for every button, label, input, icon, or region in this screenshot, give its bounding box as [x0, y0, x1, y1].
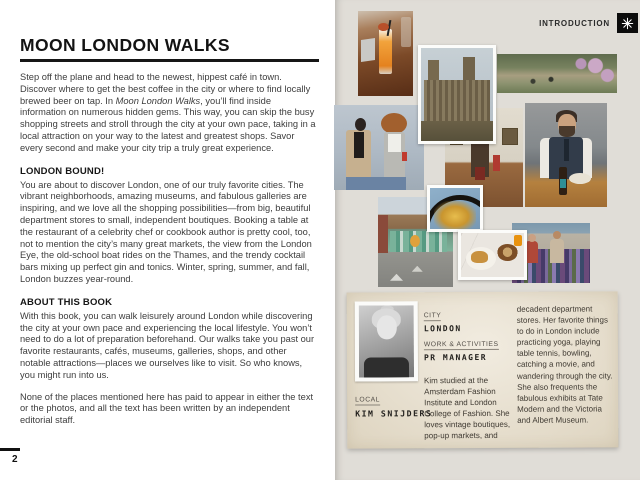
card-right-column: [517, 303, 618, 425]
bio-column-1: Kim studied at the Amsterdam Fashion Institute and London College of Fashion. She loves vintage boutiques, pop-up markets, and: [424, 375, 511, 441]
work-activities-label: WORK & ACTIVITIES: [423, 340, 499, 349]
card-middle-column: [424, 304, 517, 442]
city-label: CITY: [423, 312, 442, 320]
section-heading-about-this-book: ABOUT THIS BOOK: [20, 296, 113, 308]
bartender-photo: [525, 103, 607, 207]
portrait-photo: [355, 301, 418, 381]
local-label: LOCAL: [355, 396, 380, 404]
page-title: MOON LONDON WALKS: [20, 35, 230, 55]
work-activities-value: PR MANAGER: [423, 352, 488, 363]
section-heading-london-bound: LONDON BOUND!: [20, 165, 105, 177]
book-title-italic: Moon London Walks: [115, 95, 201, 106]
section-body-london-bound: You are about to discover London, one of our truly favorite cities. The vibrant neighborhoods, amazing museums, and fabulous galleries are inspiring, and we love all the shopping possibilities—from big, beautiful department stores to small, independent boutiques. Booking a table at the restaurant of a celebrity chef or cookbook author is pretty cool, too, not to mention the city’s many great markets, the view from the London Eye, the old-school boat rides on the Thames, and the trendy cocktail bars mixing up perfect gin and tonics. Winter, spring, summer, and fall, London buzzes year-round.: [20, 179, 312, 284]
title-rule: [20, 59, 319, 62]
page-number: 2: [12, 454, 18, 465]
disclaimer-paragraph: None of the places mentioned here has paid to appear in either the text or the photos, and all the text has been written by an independent editorial staff.: [20, 391, 314, 426]
local-block: [355, 388, 432, 418]
starburst-icon: [617, 13, 638, 33]
bio-column-2: decadent department stores. Her favorite things to do in London include practicing yoga, playing table tennis, bowling, catching a movie, and wandering through the city. She also frequents the fabulous exhibits at Tate Modern and the Victoria and Albert Museum.: [516, 304, 613, 425]
gold-gate-photo: [427, 185, 483, 232]
local-name: KIM SNIJDERS: [355, 408, 433, 419]
coffee-photo: [458, 230, 527, 280]
cocktail-glass: [379, 29, 392, 74]
section-body-about-this-book: With this book, you can walk leisurely around London while discovering the city at your own pace and experiencing the local lifestyle. You won’t need to do a lot of preparation beforehand. Our walks take you past our favorite restaurants, cafés, museums, galleries, shops, and other notable attractions—places we ourselves like to visit. So who knows, you might run into us.: [20, 310, 315, 380]
intro-text-before: Step off the plane and head to the newest, hippest café in town. Discover where to get the best coffee in the city or where to find locally brewed beer on tap. In: [20, 72, 311, 106]
local-profile-card: [347, 291, 619, 448]
right-page: [335, 0, 640, 480]
intro-paragraph: [20, 72, 319, 155]
park-photo: [497, 54, 617, 93]
westminster-photo: [418, 45, 496, 144]
running-head-label: INTRODUCTION: [539, 18, 610, 28]
women-photo: [334, 105, 424, 190]
city-value: LONDON: [423, 324, 462, 334]
cocktail-photo: [358, 11, 413, 96]
folio-bar: [0, 448, 20, 451]
running-head: [539, 13, 638, 33]
left-page-content: [20, 36, 319, 427]
intro-text-after: , you’ll find inside information on numerous hidden gems. This way, you can skip the busy shopping streets and stroll through the city at your own pace, taking in a local attraction on your way to the latest and greatest shops. Savor every second and make your city trip a truly great experience.: [20, 95, 316, 153]
